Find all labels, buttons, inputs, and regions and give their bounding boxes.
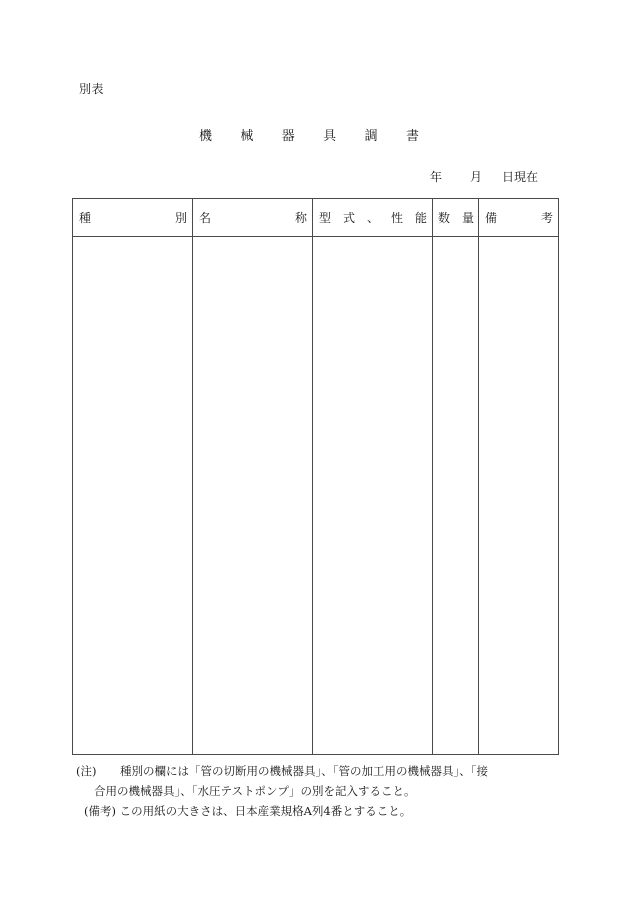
header-remarks <box>479 199 559 237</box>
header-char: 備 <box>485 211 498 225</box>
cell-name-input[interactable] <box>193 237 313 755</box>
header-model-performance <box>313 199 433 237</box>
header-char: 称 <box>294 211 307 225</box>
cell-quantity-input[interactable] <box>433 237 479 755</box>
header-quantity <box>433 199 479 237</box>
title-char: 器 <box>281 129 295 144</box>
header-type <box>73 199 193 237</box>
remark-line: (備考) この用紙の大きさは、日本産業規格A列4番とすること。 <box>84 804 412 818</box>
cell-model-performance-input[interactable] <box>313 237 433 755</box>
title-char: 書 <box>405 129 419 144</box>
date-year: 年 <box>429 170 442 184</box>
title-char: 械 <box>240 129 254 144</box>
header-char: 、 <box>366 211 379 225</box>
date-month: 月 <box>469 170 482 184</box>
header-char: 型 <box>319 211 332 225</box>
cell-remarks-input[interactable] <box>479 237 559 755</box>
table-header-row <box>73 199 559 237</box>
header-char: 性 <box>390 211 403 225</box>
cell-type-input[interactable] <box>73 237 193 755</box>
header-char: 数 <box>438 211 451 225</box>
header-name <box>193 199 313 237</box>
equipment-table-wrap <box>72 198 558 755</box>
title-char: 機 <box>199 129 213 144</box>
header-char: 考 <box>540 211 553 225</box>
header-char: 種 <box>79 211 92 225</box>
header-char: 能 <box>414 211 427 225</box>
title-char: 調 <box>364 129 378 144</box>
header-char: 量 <box>461 211 474 225</box>
header-char: 式 <box>342 211 355 225</box>
note-tag: (注) <box>76 764 97 778</box>
equipment-table <box>72 198 559 755</box>
note-line-2: 合用の機械器具」、「水圧テストポンプ」の別を記入すること。 <box>94 784 416 798</box>
document-title <box>0 125 630 144</box>
note-line-1: 種別の欄には「管の切断用の機械器具」、「管の加工用の機械器具」、「接 <box>120 764 488 778</box>
date-day-as-of: 日現在 <box>501 170 538 184</box>
header-char: 名 <box>199 211 212 225</box>
table-row <box>73 237 559 755</box>
date-line <box>430 168 538 185</box>
title-char: 具 <box>323 129 337 144</box>
appendix-label: 別表 <box>79 82 105 96</box>
note-block <box>76 761 566 801</box>
header-char: 別 <box>174 211 187 225</box>
